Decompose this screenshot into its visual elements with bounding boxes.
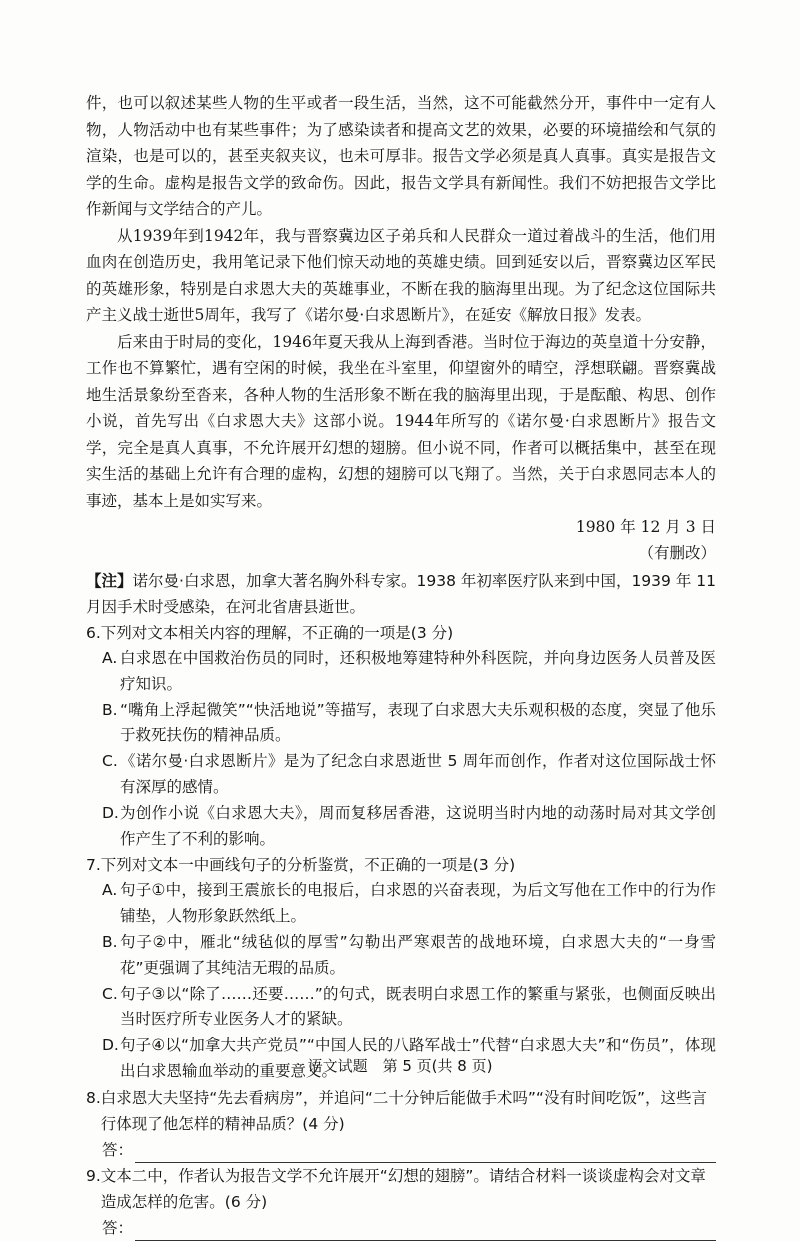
question-number: 9. — [86, 1166, 101, 1185]
option-text: 为创作小说《白求恩大夫》，周而复移居香港，这说明当时内地的动荡时局对其文学创作产生了不利的影响。 — [120, 803, 716, 848]
option-text: 句子④以“加拿大共产党员”“中国人民的八路军战士”代替“白求恩大夫”和“伤员”，体现出白求恩输血举动的重要意义。 — [120, 1036, 716, 1080]
question-stem — [86, 620, 716, 646]
article-paragraph: 件，也可以叙述某些人物的生平或者一段生活，当然，这不可能截然分开，事件中一定有人物，人物活动中也有某些事件；为了感染读者和提高文艺的效果，必要的环境描绘和气氛的渲染，也是可以的，甚至夹叙夹议，也未可厚非。报告文学必须是真人真事。真实是报告文学的生命。虚构是报告文学的致命伤。因此，报告文学具有新闻性。我们不妨把报告文学比作新闻与文学结合的产儿。 — [86, 94, 716, 218]
question-text: 白求恩大夫坚持“先去看病房”，并追问“二十分钟后能做手术吗”“没有时间吃饭”，这些言行体现了他怎样的精神品质？(4 分) — [100, 1088, 707, 1133]
option-label: B. — [102, 700, 118, 719]
option-label: C. — [102, 752, 118, 771]
question-stem — [86, 852, 716, 878]
option-text: 句子③以“除了……还要……”的句式，既表明白求恩工作的繁重与紧张，也侧面反映出当时医疗所专业医务人才的紧缺。 — [120, 984, 716, 1029]
option-b[interactable] — [86, 698, 716, 750]
page-footer: 语文试题 第 5 页(共 8 页) — [307, 1057, 493, 1075]
option-label: D. — [102, 1036, 119, 1055]
footnote-tag: 【注】 — [86, 572, 133, 590]
question-text: 文本二中，作者认为报告文学不允许展开“幻想的翅膀”。请结合材料一谈谈虚构会对文章造成怎样的危害。(6 分) — [100, 1166, 706, 1211]
option-label: C. — [102, 984, 118, 1003]
article-source-note: （有删改） — [638, 544, 716, 562]
footnote-text: 诺尔曼·白求恩，加拿大著名胸外科专家。1938 年初率医疗队来到中国，1939 年 11 月因手术时受感染，在河北省唐县逝世。 — [86, 572, 716, 616]
answer-area[interactable] — [86, 1137, 716, 1163]
answer-label: 答： — [102, 1218, 134, 1237]
option-b[interactable] — [86, 930, 716, 982]
article-date: 1980 年 12 月 3 日 — [575, 518, 716, 536]
answer-area[interactable] — [86, 1215, 716, 1241]
footnote — [86, 568, 716, 620]
option-label: A. — [102, 649, 118, 667]
question-stem — [86, 1085, 716, 1137]
option-text: 白求恩在中国救治伤员的同时，还积极地筹建特种外科医院，并向身边医务人员普及医疗知识。 — [120, 649, 716, 693]
article-paragraph: 后来由于时局的变化，1946年夏天我从上海到香港。当时位于海边的英皇道十分安静，工作也不算繁忙，遇有空闲的时候，我坐在斗室里，仰望窗外的晴空，浮想联翩。晋察冀战地生活景象纷至沓来，各种人物的生活形象不断在我的脑海里出现，于是酝酿、构思、创作小说，首先写出《白求恩大夫》这部小说。1944年所写的《诺尔曼·白求恩断片》报告文学，完全是真人真事，不允许展开幻想的翅膀。但小说不同，作者可以概括集中，甚至在现实生活的基础上允许有合理的虚构，幻想的翅膀可以飞翔了。当然，关于白求恩同志本人的事迹，基本上是如实写来。 — [86, 332, 716, 510]
answer-line[interactable] — [135, 1144, 716, 1163]
option-c[interactable] — [86, 749, 716, 801]
option-label: D. — [102, 803, 119, 822]
article-paragraph: 从1939年到1942年，我与晋察冀边区子弟兵和人民群众一道过着战斗的生活，他们用血肉在创造历史，我用笔记录下他们惊天动地的英雄史绩。回到延安以后，晋察冀边区军民的英雄形象，特别是白求恩大夫的英雄事业，不断在我的脑海里出现。为了纪念这位国际共产主义战士逝世5周年，我写了《诺尔曼·白求恩断片》，在延安《解放日报》发表。 — [86, 226, 716, 324]
option-a[interactable] — [86, 646, 716, 698]
answer-label: 答： — [102, 1140, 134, 1159]
option-text: 句子②中，雁北“绒毡似的厚雪”勾勒出严寒艰苦的战地环境，白求恩大夫的“一身雪花”更强调了其纯洁无瑕的品质。 — [120, 932, 716, 977]
option-c[interactable] — [86, 982, 716, 1034]
option-label: B. — [102, 932, 118, 951]
question-number: 8. — [86, 1088, 101, 1107]
option-text: 《诺尔曼·白求恩断片》是为了纪念白求恩逝世 5 周年而创作，作者对这位国际战士怀有深厚的感情。 — [120, 752, 716, 796]
question-number: 6. — [86, 624, 101, 642]
answer-line[interactable] — [135, 1222, 716, 1241]
option-label: A. — [102, 881, 118, 900]
question-7 — [86, 852, 716, 1084]
option-text: “嘴角上浮起微笑”“快活地说”等描写，表现了白求恩大夫乐观积极的态度，突显了他乐于救死扶伤的精神品质。 — [120, 700, 716, 745]
question-number: 7. — [86, 856, 101, 875]
question-6 — [86, 620, 716, 852]
option-a[interactable] — [86, 878, 716, 930]
question-stem — [86, 1163, 716, 1215]
question-8 — [86, 1085, 716, 1163]
question-text: 下列对文本一中画线句子的分析鉴赏，不正确的一项是(3 分) — [100, 856, 516, 875]
option-d[interactable] — [86, 801, 716, 853]
option-text: 句子①中，接到王震旅长的电报后，白求恩的兴奋表现，为后文写他在工作中的行为作铺垫，人物形象跃然纸上。 — [120, 881, 716, 926]
question-9 — [86, 1163, 716, 1241]
question-text: 下列对文本相关内容的理解，不正确的一项是(3 分) — [100, 624, 454, 642]
